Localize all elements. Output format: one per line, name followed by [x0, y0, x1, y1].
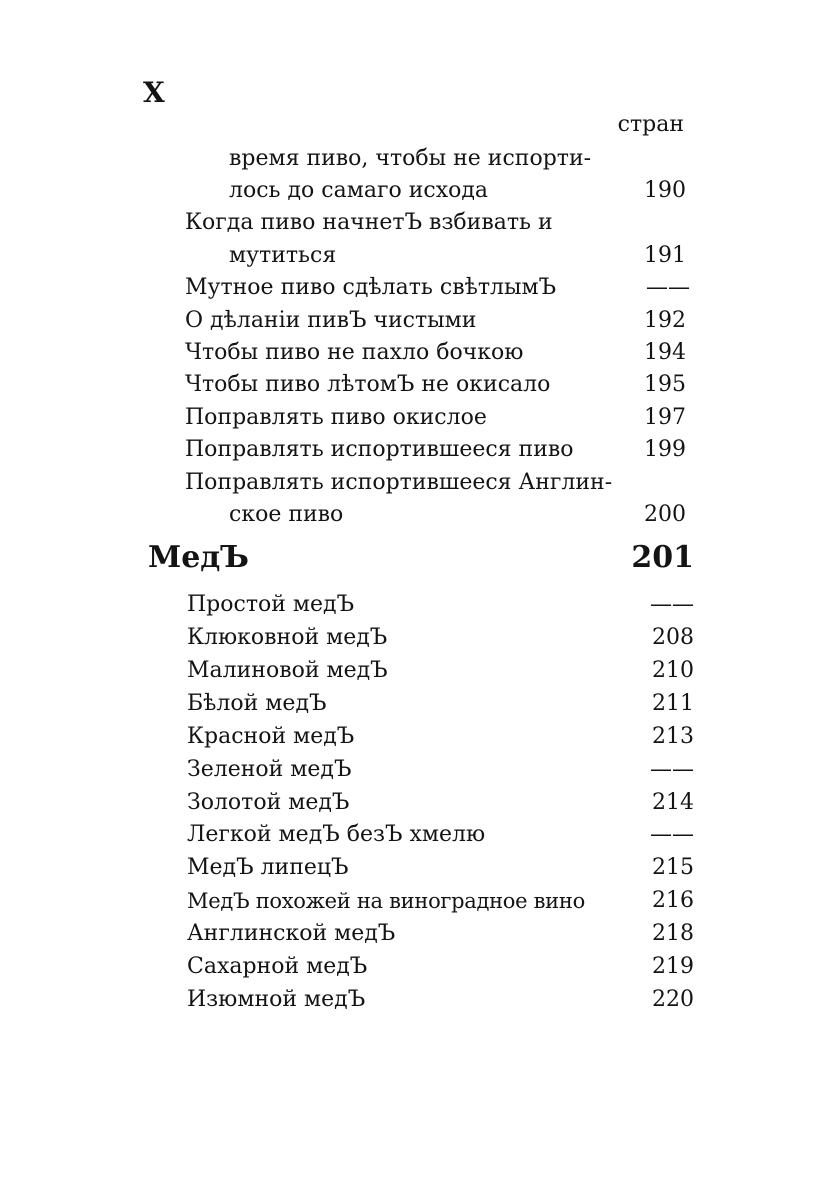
- toc-entry-title: время пиво, чтобы не испорти-: [229, 146, 592, 171]
- toc-entry-page: 200: [644, 502, 686, 527]
- toc-entry-title: Сахарной медЪ: [187, 954, 368, 979]
- toc-entry: [0, 984, 840, 1016]
- toc-entry-title: ское пиво: [229, 502, 344, 527]
- toc-entry-title: Красной медЪ: [187, 724, 355, 749]
- toc-entry: [0, 852, 840, 884]
- toc-entry-title: Поправлять пиво окислое: [185, 405, 487, 430]
- toc-entry: [0, 819, 840, 851]
- toc-entry: [0, 240, 840, 272]
- toc-entry-title: Англинской медЪ: [187, 921, 396, 946]
- toc-entry-title: Чтобы пиво лѣтомЪ не окисало: [185, 372, 551, 397]
- toc-entry-page: 190: [644, 178, 686, 203]
- toc-entry-page: 192: [644, 308, 686, 333]
- toc-entry-title: мутиться: [229, 243, 337, 268]
- toc-entry: [0, 885, 840, 917]
- toc-entry-title: лось до самаго исхода: [229, 178, 489, 203]
- toc-entry: [0, 754, 840, 786]
- toc-entry-title: Поправлять испортившееся пиво: [185, 437, 574, 462]
- toc-entry-title: Легкой медЪ безЪ хмелю: [187, 822, 486, 847]
- toc-entry-title: Чтобы пиво не пахло бочкою: [185, 340, 524, 365]
- toc-entry-page: 211: [652, 691, 694, 716]
- toc-entry-title: Золотой медЪ: [187, 790, 350, 815]
- toc-entry: [0, 787, 840, 819]
- toc-entry-title: МедЪ липецЪ: [187, 855, 349, 880]
- toc-entry-page: 210: [652, 658, 694, 683]
- toc-entry: [0, 688, 840, 720]
- toc-entry-page: 197: [644, 405, 686, 430]
- toc-entry: [0, 622, 840, 654]
- toc-entry-title: Поправлять испортившееся Англин-: [185, 470, 613, 495]
- toc-entry: [0, 655, 840, 687]
- toc-entry-title: Простой медЪ: [187, 592, 355, 617]
- toc-entry-page: 219: [652, 954, 694, 979]
- toc-entry-page: ——: [650, 757, 694, 782]
- toc-entry: [0, 272, 840, 304]
- toc-entry-page: 213: [652, 724, 694, 749]
- section-title: МедЪ: [148, 540, 249, 575]
- toc-entry-title: Клюковной медЪ: [187, 625, 388, 650]
- toc-entry: [0, 467, 840, 499]
- toc-entry: [0, 951, 840, 983]
- toc-entry-title: Малиновой медЪ: [187, 658, 388, 683]
- toc-entry-page: 218: [652, 921, 694, 946]
- toc-entry-page: 191: [644, 243, 686, 268]
- section-page: 201: [631, 540, 694, 575]
- toc-entry-page: 195: [644, 372, 686, 397]
- toc-entry: [0, 305, 840, 337]
- toc-entry-title: Мутное пиво сдѣлать свѣтлымЪ: [185, 275, 557, 300]
- toc-entry: [0, 337, 840, 369]
- toc-entry-page: ——: [646, 275, 690, 300]
- toc-entry-title: МедЪ похожей на виноградное вино: [187, 889, 585, 913]
- toc-entry: [0, 434, 840, 466]
- toc-entry: [0, 721, 840, 753]
- toc-entry: [0, 207, 840, 239]
- toc-entry: [0, 175, 840, 207]
- toc-entry-title: Зеленой медЪ: [187, 757, 352, 782]
- toc-entry: [0, 143, 840, 175]
- toc-entry-title: Изюмной медЪ: [187, 987, 366, 1012]
- page-column-header: стран: [617, 112, 684, 137]
- toc-entry-page: 194: [644, 340, 686, 365]
- toc-entry-title: Бѣлой медЪ: [187, 691, 327, 716]
- toc-entry-page: ——: [650, 592, 694, 617]
- toc-entry-page: 216: [652, 888, 694, 913]
- toc-entry: [0, 369, 840, 401]
- toc-entry-page: 199: [644, 437, 686, 462]
- toc-entry-title: Когда пиво начнетЪ взбивать и: [185, 210, 553, 235]
- toc-entry: [0, 499, 840, 531]
- toc-entry-page: 214: [652, 790, 694, 815]
- toc-entry: [0, 918, 840, 950]
- toc-entry-title: О дѣланіи пивЪ чистыми: [185, 308, 477, 333]
- toc-entry-page: ——: [650, 822, 694, 847]
- toc-entry-page: 208: [652, 625, 694, 650]
- toc-entry: [0, 589, 840, 621]
- page-number: X: [143, 76, 165, 109]
- toc-entry: [0, 402, 840, 434]
- toc-entry-page: 220: [652, 987, 694, 1012]
- toc-entry-page: 215: [652, 855, 694, 880]
